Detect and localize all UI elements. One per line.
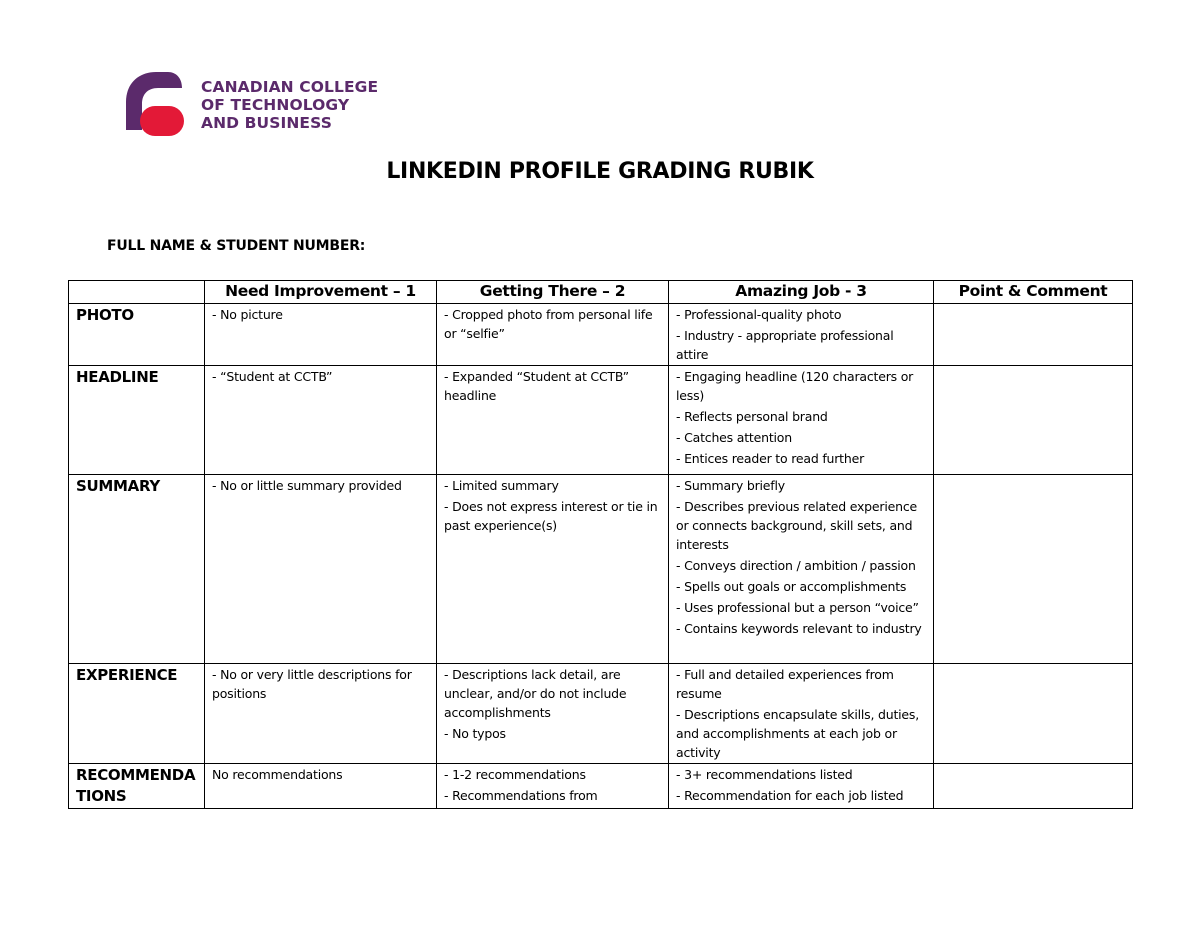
rubric-line: - Industry - appropriate professional attire: [676, 328, 894, 362]
college-logo-mark: [124, 70, 188, 138]
table-header-row: [69, 281, 1133, 304]
rubric-line: - “Student at CCTB”: [212, 369, 333, 384]
rubric-line: - Contains keywords relevant to industry: [676, 621, 922, 636]
rubric-line: - Full and detailed experiences from resume: [676, 667, 894, 701]
rubric-line: - 3+ recommendations listed: [676, 767, 853, 782]
column-header-point-comment: Point & Comment: [934, 281, 1133, 304]
point-comment-cell[interactable]: [934, 764, 1133, 809]
full-name-student-number-label: FULL NAME & STUDENT NUMBER:: [107, 238, 366, 254]
rubric-line: - No or very little descriptions for positions: [212, 667, 412, 701]
college-name-line-1: CANADIAN COLLEGE: [201, 78, 379, 96]
getting-there-cell: [437, 475, 669, 664]
getting-there-cell: [437, 664, 669, 764]
need-improvement-cell: [205, 764, 437, 809]
rubric-line: - Descriptions encapsulate skills, duties, and accomplishments at each job or activity: [676, 707, 920, 760]
grading-rubric-table: [68, 280, 1133, 809]
college-logo: [124, 70, 394, 138]
point-comment-cell[interactable]: [934, 664, 1133, 764]
getting-there-cell: [437, 304, 669, 366]
rubric-line: - Catches attention: [676, 430, 792, 445]
rubric-line: - Descriptions lack detail, are unclear, and/or do not include accomplishments: [444, 667, 627, 720]
criterion-recommendations: RECOMMENDA TIONS: [69, 764, 205, 809]
rubric-line: - No or little summary provided: [212, 478, 402, 493]
point-comment-cell[interactable]: [934, 366, 1133, 475]
need-improvement-cell: [205, 475, 437, 664]
table-row: [69, 366, 1133, 475]
rubric-line: - No picture: [212, 307, 283, 322]
getting-there-cell: [437, 366, 669, 475]
column-header-need-improvement: Need Improvement – 1: [205, 281, 437, 304]
getting-there-cell: [437, 764, 669, 809]
rubric-line: - Expanded “Student at CCTB” headline: [444, 369, 629, 403]
rubric-line: - Does not express interest or tie in past experience(s): [444, 499, 658, 533]
rubric-line: - Entices reader to read further: [676, 451, 865, 466]
document-title: LINKEDIN PROFILE GRADING RUBIK: [386, 159, 814, 184]
rubric-line: - Uses professional but a person “voice”: [676, 600, 919, 615]
amazing-job-cell: [669, 366, 934, 475]
college-name-line-3: AND BUSINESS: [201, 114, 332, 132]
rubric-line: - Spells out goals or accomplishments: [676, 579, 907, 594]
need-improvement-cell: [205, 366, 437, 475]
table-row: [69, 304, 1133, 366]
rubric-line: - Professional-quality photo: [676, 307, 842, 322]
amazing-job-cell: [669, 664, 934, 764]
criterion-photo: PHOTO: [69, 304, 205, 366]
need-improvement-cell: [205, 664, 437, 764]
rubric-line: - Recommendations from: [444, 788, 598, 803]
rubric-line: - Summary briefly: [676, 478, 785, 493]
criterion-summary: SUMMARY: [69, 475, 205, 664]
rubric-line: - Conveys direction / ambition / passion: [676, 558, 916, 573]
amazing-job-cell: [669, 764, 934, 809]
column-header-amazing-job: Amazing Job - 3: [669, 281, 934, 304]
college-name: [201, 78, 378, 132]
rubric-line: - No typos: [444, 726, 506, 741]
college-name-line-2: OF TECHNOLOGY: [201, 96, 350, 114]
rubric-line: - Engaging headline (120 characters or less): [676, 369, 914, 403]
column-header-criterion: [69, 281, 205, 304]
rubric-line: - Describes previous related experience or connects background, skill sets, and interests: [676, 499, 917, 552]
table-row: [69, 664, 1133, 764]
criterion-experience: EXPERIENCE: [69, 664, 205, 764]
amazing-job-cell: [669, 475, 934, 664]
rubric-line: - Recommendation for each job listed: [676, 788, 904, 803]
column-header-getting-there: Getting There – 2: [437, 281, 669, 304]
point-comment-cell[interactable]: [934, 304, 1133, 366]
table-row: [69, 764, 1133, 809]
rubric-line: - Cropped photo from personal life or “selfie”: [444, 307, 653, 341]
rubric-line: - 1-2 recommendations: [444, 767, 586, 782]
table-row: [69, 475, 1133, 664]
need-improvement-cell: [205, 304, 437, 366]
rubric-line: No recommendations: [212, 767, 343, 782]
rubric-line: - Limited summary: [444, 478, 559, 493]
amazing-job-cell: [669, 304, 934, 366]
criterion-headline: HEADLINE: [69, 366, 205, 475]
rubric-line: - Reflects personal brand: [676, 409, 828, 424]
point-comment-cell[interactable]: [934, 475, 1133, 664]
